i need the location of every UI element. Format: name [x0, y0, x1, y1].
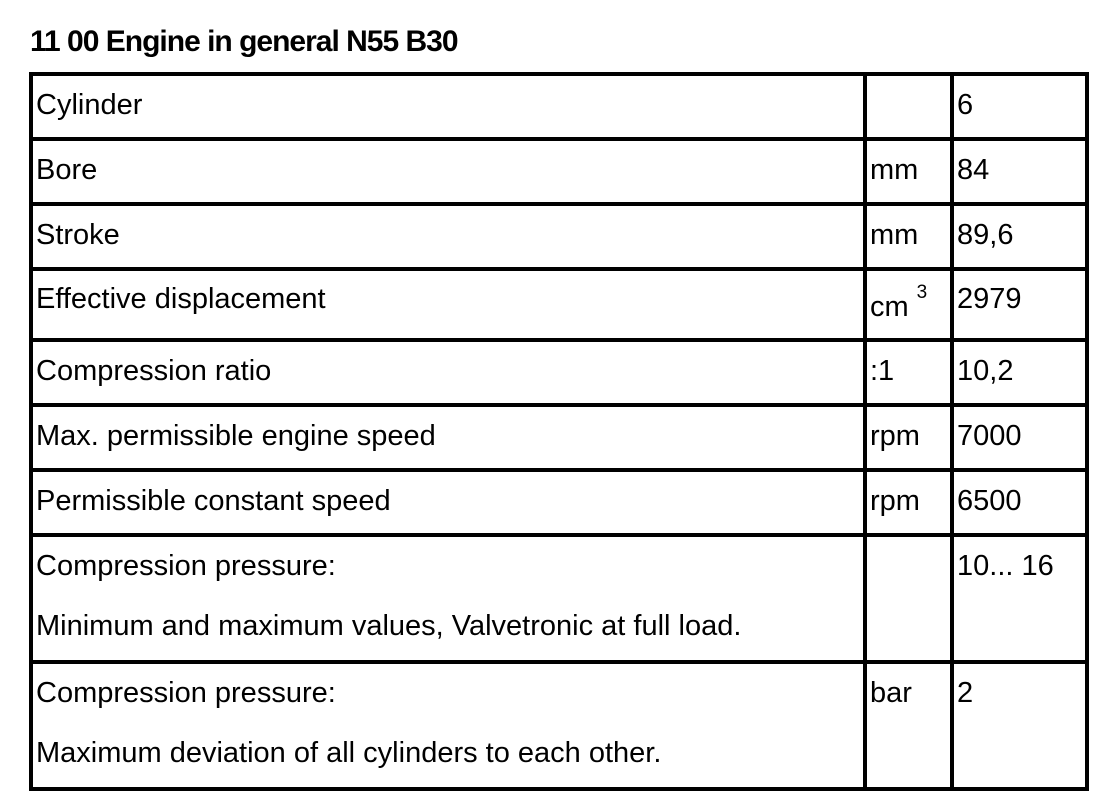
row-label	[31, 535, 865, 662]
row-value: 7000	[952, 405, 1087, 470]
table-row	[31, 204, 1087, 269]
row-label	[31, 662, 865, 789]
row-value: 10... 16	[952, 535, 1087, 662]
row-value: 2979	[952, 269, 1087, 340]
row-unit: mm	[865, 139, 952, 204]
row-value: 89,6	[952, 204, 1087, 269]
table-row	[31, 662, 1087, 789]
row-label: Effective displacement	[31, 269, 865, 340]
row-label-line1: Compression pressure:	[36, 550, 336, 582]
row-unit: bar	[865, 662, 952, 789]
unit-superscript: 3	[916, 282, 928, 303]
row-unit	[865, 269, 952, 340]
row-unit: rpm	[865, 470, 952, 535]
row-label: Compression ratio	[31, 340, 865, 405]
row-label-line2: Maximum deviation of all cylinders to each other.	[36, 737, 662, 769]
row-value: 84	[952, 139, 1087, 204]
row-unit	[865, 535, 952, 662]
row-label: Cylinder	[31, 74, 865, 139]
row-unit: mm	[865, 204, 952, 269]
unit-text: cm	[870, 291, 909, 323]
row-label: Permissible constant speed	[31, 470, 865, 535]
row-label-line1: Compression pressure:	[36, 677, 336, 709]
row-unit	[865, 74, 952, 139]
table-row	[31, 340, 1087, 405]
page-title: 11 00 Engine in general N55 B30	[30, 25, 458, 58]
engine-spec-table	[29, 72, 1089, 791]
table-row	[31, 470, 1087, 535]
row-value: 10,2	[952, 340, 1087, 405]
row-label: Max. permissible engine speed	[31, 405, 865, 470]
row-unit: rpm	[865, 405, 952, 470]
table-row	[31, 405, 1087, 470]
table-row	[31, 139, 1087, 204]
table-row	[31, 269, 1087, 340]
row-label: Bore	[31, 139, 865, 204]
row-unit: :1	[865, 340, 952, 405]
row-value: 6500	[952, 470, 1087, 535]
row-label-line2: Minimum and maximum values, Valvetronic at full load.	[36, 610, 742, 642]
row-value: 2	[952, 662, 1087, 789]
row-value: 6	[952, 74, 1087, 139]
row-label: Stroke	[31, 204, 865, 269]
table-row	[31, 535, 1087, 662]
table-row	[31, 74, 1087, 139]
